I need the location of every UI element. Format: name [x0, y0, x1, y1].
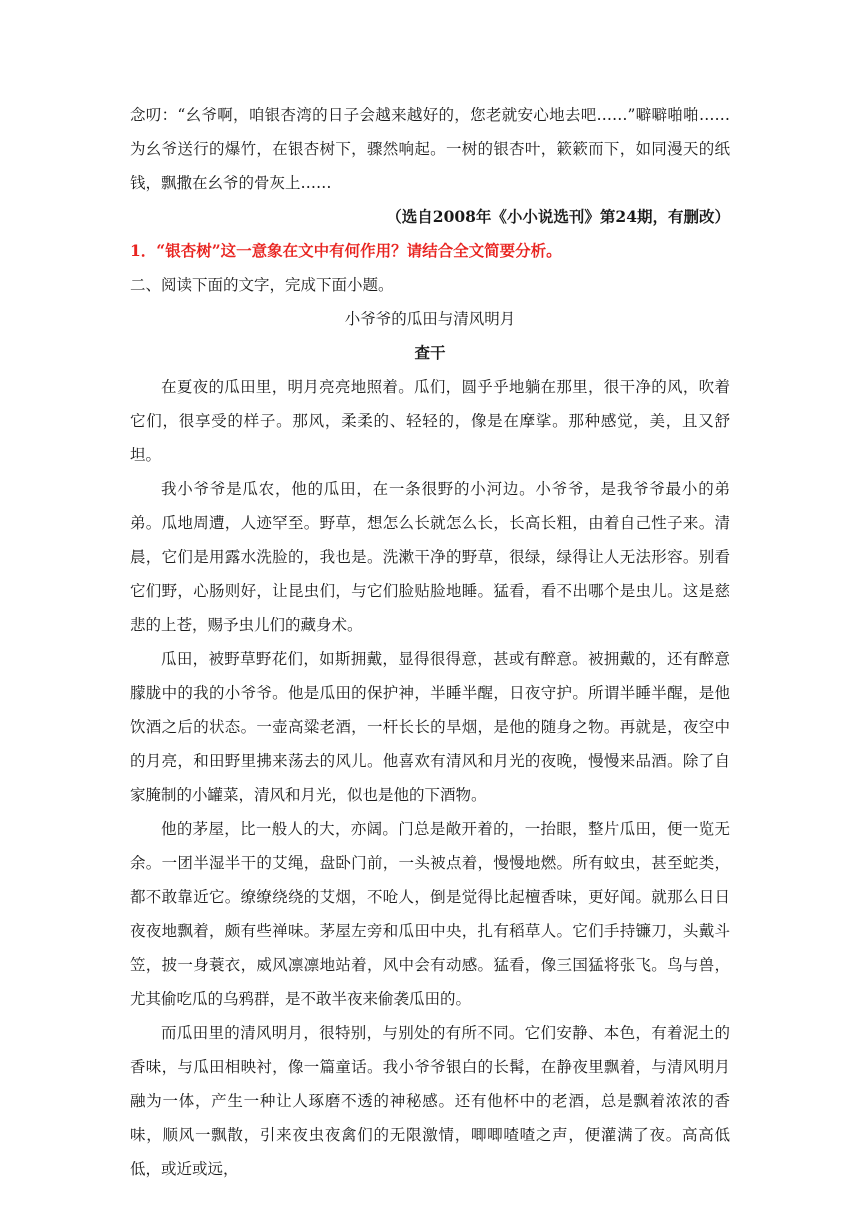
source-citation: （选自2008年《小小说选刊》第24期，有删改）: [386, 207, 730, 226]
story-paragraph: 瓜田，被野草野花们，如斯拥戴，显得很得意，甚或有醉意。被拥戴的，还有醉意朦胧中的我的小爷爷。他是瓜田的保护神，半睡半醒，日夜守护。所谓半睡半醒，是他饮酒之后的状态。一壶高粱老酒，一杆长长的旱烟，是他的随身之物。再就是，夜空中的月亮，和田野里拂来荡去的风儿。他喜欢有清风和月光的夜晚，慢慢来品酒。除了自家腌制的小罐菜，清风和月光，似也是他的下酒物。: [130, 650, 730, 804]
previous-story-ending: 念叨：“幺爷啊，咱银杏湾的日子会越来越好的，您老就安心地去吧……”噼噼啪啪……为幺爷送行的爆竹，在银杏树下，骤然响起。一树的银杏叶，簌簌而下，如同漫天的纸钱，飘撒在幺爷的骨灰上……: [130, 106, 730, 192]
section-two-heading: 二、阅读下面的文字，完成下面小题。: [130, 276, 394, 294]
story-paragraph: 而瓜田里的清风明月，很特别，与别处的有所不同。它们安静、本色，有着泥土的香味，与瓜田相映衬，像一篇童话。我小爷爷银白的长髯，在静夜里飘着，与清风明月融为一体，产生一种让人琢磨不透的神秘感。还有他杯中的老酒，总是飘着浓浓的香味，顺风一飘散，引来夜虫夜禽们的无限激情，唧唧喳喳之声，便灌满了夜。高高低低，或近或远，: [130, 1024, 730, 1178]
document-page: [130, 98, 730, 1186]
story-paragraph: 在夏夜的瓜田里，明月亮亮地照着。瓜们，圆乎乎地躺在那里，很干净的风，吹着它们，很享受的样子。那风，柔柔的、轻轻的，像是在摩挲。那种感觉，美，且又舒坦。: [130, 378, 730, 464]
question-1: 1．“银杏树”这一意象在文中有何作用？请结合全文简要分析。: [130, 241, 562, 260]
story-paragraph: 他的茅屋，比一般人的大，亦阔。门总是敞开着的，一抬眼，整片瓜田，便一览无余。一团半湿半干的艾绳，盘卧门前，一头被点着，慢慢地燃。所有蚊虫，甚至蛇类，都不敢靠近它。缭缭绕绕的艾烟，不呛人，倒是觉得比起檀香味，更好闻。就那么日日夜夜地飘着，颇有些禅味。茅屋左旁和瓜田中央，扎有稻草人。它们手持镰刀，头戴斗笠，披一身蓑衣，威风凛凛地站着，风中会有动感。猛看，像三国猛将张飞。鸟与兽，尤其偷吃瓜的乌鸦群，是不敢半夜来偷袭瓜田的。: [130, 820, 730, 1008]
story-paragraph: 我小爷爷是瓜农，他的瓜田，在一条很野的小河边。小爷爷，是我爷爷最小的弟弟。瓜地周遭，人迹罕至。野草，想怎么长就怎么长，长高长粗，由着自己性子来。清晨，它们是用露水洗脸的，我也是。洗漱干净的野草，很绿，绿得让人无法形容。别看它们野，心肠则好，让昆虫们，与它们脸贴脸地睡。猛看，看不出哪个是虫儿。这是慈悲的上苍，赐予虫儿们的藏身术。: [130, 480, 730, 634]
story-title: 小爷爷的瓜田与清风明月: [344, 310, 516, 328]
story-author: 查干: [414, 343, 446, 362]
